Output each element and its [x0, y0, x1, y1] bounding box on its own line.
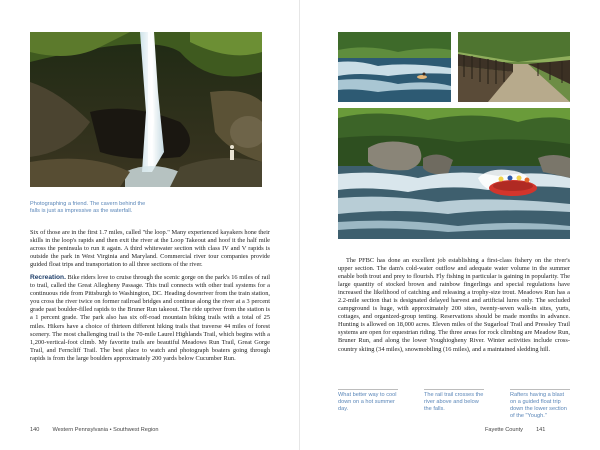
left-paragraph-1: Six of those are in the first 1.7 miles, called "the loop." Many experienced kayakers hone their skills in the loop's rapids and then exit the river at the Loop Takeout and hoof it the half mile across the peninsula to run it again. A third whitewater section with class IV and V rapids is outside the park in West Virginia and Maryland. Commercial river tour companies provide guided float trips and transportation to all three sections of the river. [30, 229, 270, 269]
side-caption-3: Rafters having a blast on a guided float trip down the lower section of the "Yough." [510, 389, 570, 420]
rail-trail-bridge-photo [458, 32, 570, 102]
side-caption-1: What better way to cool down on a hot summer day. [338, 389, 398, 413]
left-running-head: Western Pennsylvania • Southwest Region [52, 427, 159, 433]
left-footer [30, 427, 159, 433]
left-page-number: 140 [30, 427, 40, 433]
recreation-text: Bike riders love to cruise through the scenic gorge on the park's 16 miles of rail to trail, called the Great Allegheny Passage. This trail connects with other trail systems for a continuous ride from Pittsburgh to Washington, DC. Heading downriver from the train station, you cross the river twice on former railroad bridges and continue along the river at a 3 percent grade past boulder-filled rapids to the Bruner Run takeout. The ride upriver from the station is a 1 percent grade. The park also has six off-road mountain biking trails with a total of 25 miles. Hikers have a choice of thirteen different hiking trails that traverse 44 miles of forest scenery. The most challenging trail is the 70-mile Laurel Highlands Trail, which begins with a 1,200-vertical-foot climb. My favorite trails are beautiful Meadows Run Trail, Great Gorge Trail, and Ferncliff Trail. The best place to watch and photograph boaters going through rapids is from the large boulders approximately 200 yards below Cucumber Run. [30, 274, 270, 362]
rafting-photo [338, 108, 570, 239]
right-paragraph-1: The PFBC has done an excellent job establishing a first-class fishery on the river's upper section. The dam's cold-water outflow and adequate water volume in the summer enable both trout and prey to flourish. Fly fishing in particular is gaining in popularity. The large quantity of stocked brown and rainbow fingerlings and special regulations have increased the likelihood of catching and releasing a trophy-size trout. Meadows Run has a 2.2-mile section that is designated delayed harvest and artificial lures only. The secluded campground is huge, with approximately 200 sites, twenty-seven walk-in sites, yurts, cottages, and organized-group tenting. Reservations should be made months in advance. Hunting is allowed on 18,000 acres. Eleven miles of the Sugarloaf Trail and Pressley Trail systems are open for equestrian riding. The three areas for rock climbing are Meadow Run, Bruner Run, and along the lower Youghiogheny River. Winter activities include cross-country skiing (34 miles), snowmobiling (16 miles), and a maintained sledding hill. [338, 257, 570, 353]
left-paragraph-2 [30, 274, 270, 363]
waterfall-caption: Photographing a friend. The cavern behind the falls is just as impressive as the waterfall. [30, 201, 146, 214]
side-caption-2: The rail trail crosses the river above and below the falls. [424, 389, 484, 413]
right-page [300, 0, 600, 450]
recreation-lead-in: Recreation. [30, 274, 66, 282]
right-page-number: 141 [536, 427, 546, 433]
waterfall-photo [30, 32, 262, 187]
right-body-text [338, 257, 570, 354]
right-running-head: Fayette County [485, 427, 523, 433]
right-footer [485, 427, 545, 433]
river-rapids-photo [338, 32, 451, 102]
left-body-text [30, 229, 270, 363]
